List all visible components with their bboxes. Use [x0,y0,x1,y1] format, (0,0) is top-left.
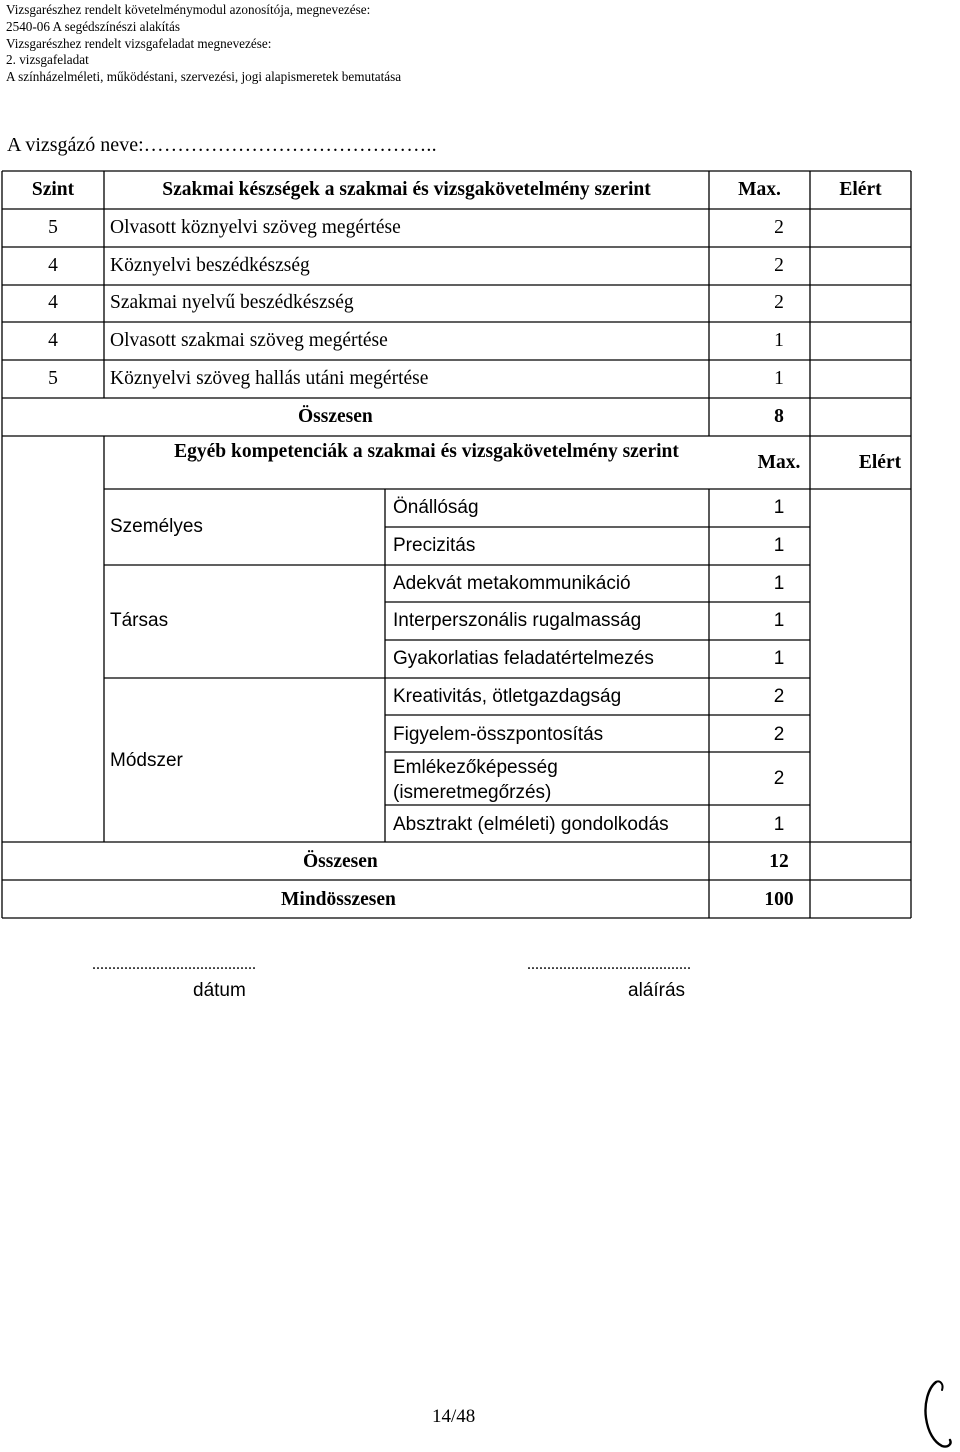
table2-header-max: Max. [757,452,801,473]
header-line-5: A színházelméleti, működéstani, szervezési, jogi alapismeretek bemutatása [6,69,402,85]
table2-header-title-text: Egyéb kompetenciák a szakmai és vizsgakövetelmény szerint [174,441,679,462]
competency-max: 2 [773,686,785,707]
table-row-skill: Köznyelvi szöveg hallás utáni megértése [110,368,429,389]
table-row-level: 5 [48,368,58,389]
competency-max: 2 [773,724,785,745]
table-row-skill: Olvasott szakmai szöveg megértése [110,330,388,351]
date-dots: ......................................... [92,956,256,973]
group-name-personal: Személyes [110,516,203,537]
competency-item: Absztrakt (elméleti) gondolkodás [393,814,669,835]
col-header-level: Szint [31,179,75,200]
table2-header-achieved: Elért [858,452,902,473]
signature-label: aláírás [628,980,686,1001]
date-label: dátum [193,980,246,1001]
group-name-method: Módszer [110,750,183,771]
grand-total-label: Mindösszesen [281,889,396,910]
header-line-1: Vizsgarészhez rendelt követelménymodul azonosítója, megnevezése: [6,2,371,17]
col-header-achieved: Elért [839,179,882,200]
competency-item: Kreativitás, ötletgazdagság [393,686,622,707]
table-row-max: 2 [774,255,784,276]
competency-max: 1 [773,535,785,556]
col-header-skill: Szakmai készségek a szakmai és vizsgakövetelmény szerint [162,179,651,200]
document-header [6,2,401,86]
competency-item: Precizitás [393,535,476,556]
table-row-max: 2 [774,292,784,313]
competency-max: 2 [773,768,785,789]
header-line-3: Vizsgarészhez rendelt vizsgafeladat megnevezése: [6,35,272,51]
table1-total-max: 8 [774,406,784,427]
page-number: 14/48 [432,1406,476,1427]
competency-item: Interperszonális rugalmasság [393,610,642,631]
competency-max: 1 [773,497,785,518]
candidate-name-label: A vizsgázó neve: [7,134,144,156]
table-row-max: 2 [774,217,784,238]
header-line-2: 2540-06 A segédszínészi alakítás [6,18,180,34]
signature-dots: ......................................... [527,956,691,973]
table1-total-label: Összesen [298,406,373,427]
candidate-name-line [7,134,437,157]
competency-max: 1 [773,814,785,835]
competency-item: Figyelem-összpontosítás [393,724,604,745]
table-row-level: 5 [48,217,58,238]
table-row-level: 4 [48,292,58,313]
candidate-name-dots: …………………………………….. [143,134,437,156]
handwritten-initial-mark [918,1378,956,1450]
table2-header-title [104,440,749,464]
table-row-skill: Olvasott köznyelvi szöveg megértése [110,217,401,238]
table2-total-label: Összesen [303,851,378,872]
table-row-max: 1 [774,330,784,351]
competency-item: Emlékezőképesség (ismeretmegőrzés) [393,757,558,803]
table-row-skill: Szakmai nyelvű beszédkészség [110,292,354,313]
competency-item: Adekvát metakommunikáció [393,573,631,594]
table-row-skill: Köznyelvi beszédkészség [110,255,310,276]
competency-max: 1 [773,573,785,594]
header-line-4: 2. vizsgafeladat [6,52,89,68]
competency-item: Gyakorlatias feladatértelmezés [393,648,654,669]
competency-item: Önállóság [393,497,479,518]
col-header-max: Max. [738,179,781,200]
grand-total-max: 100 [764,889,794,910]
competency-max: 1 [773,648,785,669]
table-row-level: 4 [48,330,58,351]
competency-max: 1 [773,610,785,631]
table-row-max: 1 [774,368,784,389]
table2-total-max: 12 [769,851,789,872]
table-row-level: 4 [48,255,58,276]
group-name-social: Társas [110,610,169,631]
